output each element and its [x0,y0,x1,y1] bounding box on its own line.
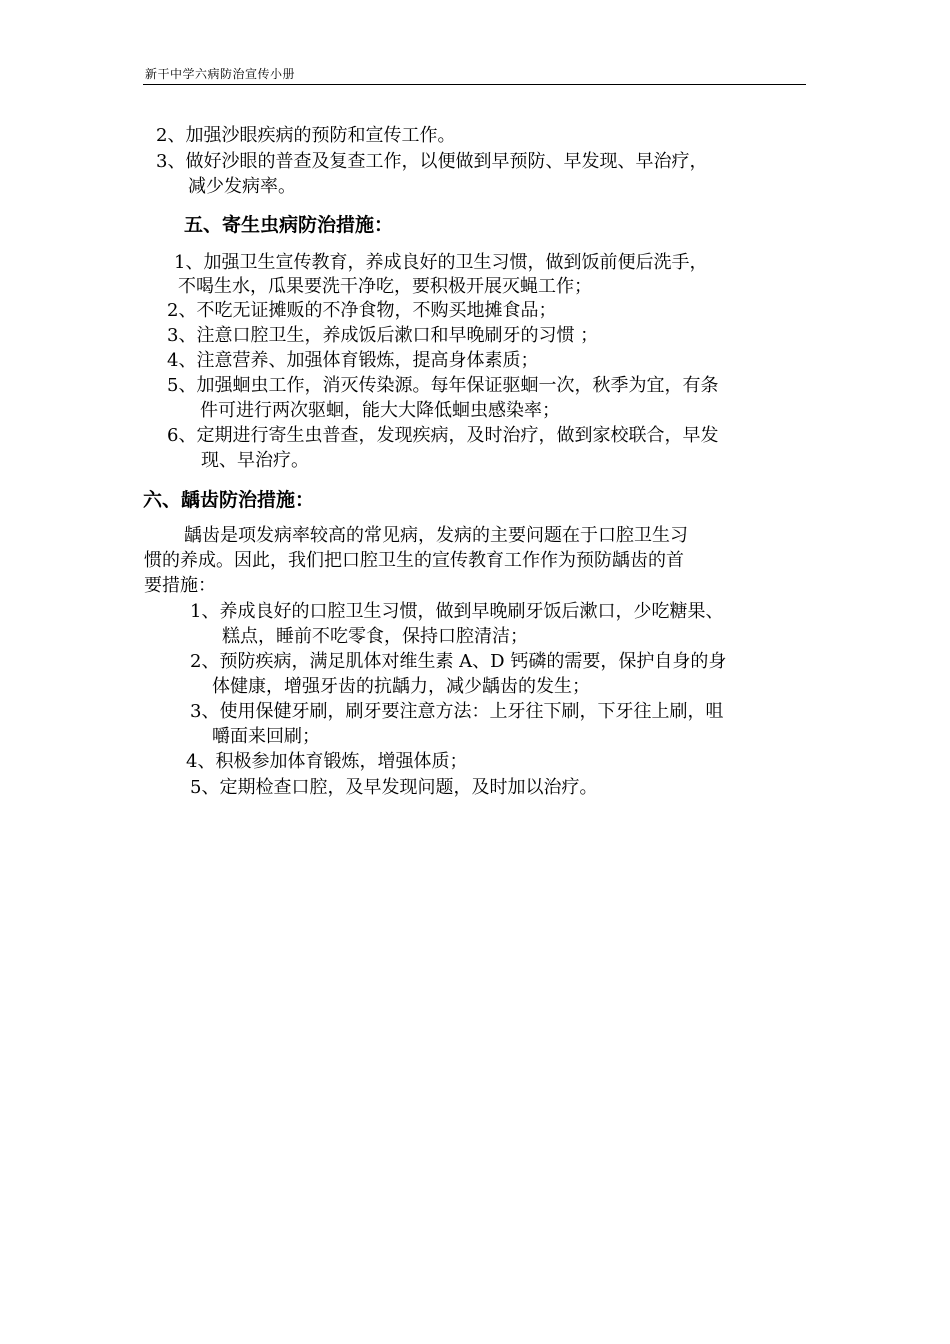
paragraph-line: 惯的养成。因此，我们把口腔卫生的宣传教育工作作为预防龋齿的首 [144,550,684,571]
list-item: 2、加强沙眼疾病的预防和宣传工作。 [156,125,456,146]
list-item: 4、积极参加体育锻炼，增强体质； [186,751,468,772]
page-header [143,66,806,85]
list-item-continuation: 糕点，睡前不吃零食，保持口腔清洁； [222,626,528,647]
paragraph-line: 龋齿是项发病率较高的常见病，发病的主要问题在于口腔卫生习 [184,525,688,546]
list-item: 6、定期进行寄生虫普查，发现疾病，及时治疗，做到家校联合，早发 [167,425,719,446]
section-heading: 六、龋齿防治措施： [143,489,315,511]
list-item-continuation: 减少发病率。 [188,176,296,197]
list-item: 4、注意营养、加强体育锻炼，提高身体素质； [167,350,539,371]
header-title: 新干中学六病防治宣传小册 [145,67,296,81]
list-item-continuation: 不喝生水，瓜果要洗干净吃，要积极开展灭蝇工作； [178,276,592,297]
list-item: 1、养成良好的口腔卫生习惯，做到早晚刷牙饭后漱口，少吃糖果、 [190,601,724,622]
section-heading: 五、寄生虫病防治措施： [184,214,394,236]
list-item-continuation: 件可进行两次驱蛔，能大大降低蛔虫感染率； [200,400,560,421]
list-item: 5、定期检查口腔，及早发现问题，及时加以治疗。 [190,777,598,798]
list-item: 1、加强卫生宣传教育，养成良好的卫生习惯，做到饭前便后洗手， [174,252,708,273]
paragraph-line: 要措施： [144,575,216,596]
list-item: 2、预防疾病，满足肌体对维生素 A、D 钙磷的需要，保护自身的身 [190,651,727,672]
list-item: 5、加强蛔虫工作，消灭传染源。每年保证驱蛔一次，秋季为宜，有条 [167,375,719,396]
list-item-continuation: 现、早治疗。 [201,450,309,471]
list-item-continuation: 嚼面来回刷； [212,726,320,747]
list-item-continuation: 体健康，增强牙齿的抗龋力，减少龋齿的发生； [212,676,590,697]
list-item: 3、使用保健牙刷，刷牙要注意方法：上牙往下刷，下牙往上刷，咀 [190,701,724,722]
list-item: 3、注意口腔卫生，养成饭后漱口和早晚刷牙的习惯 ； [167,325,599,346]
list-item: 2、不吃无证摊贩的不净食物，不购买地摊食品； [167,300,557,321]
list-item: 3、做好沙眼的普查及复查工作，以便做到早预防、早发现、早治疗， [156,151,708,172]
